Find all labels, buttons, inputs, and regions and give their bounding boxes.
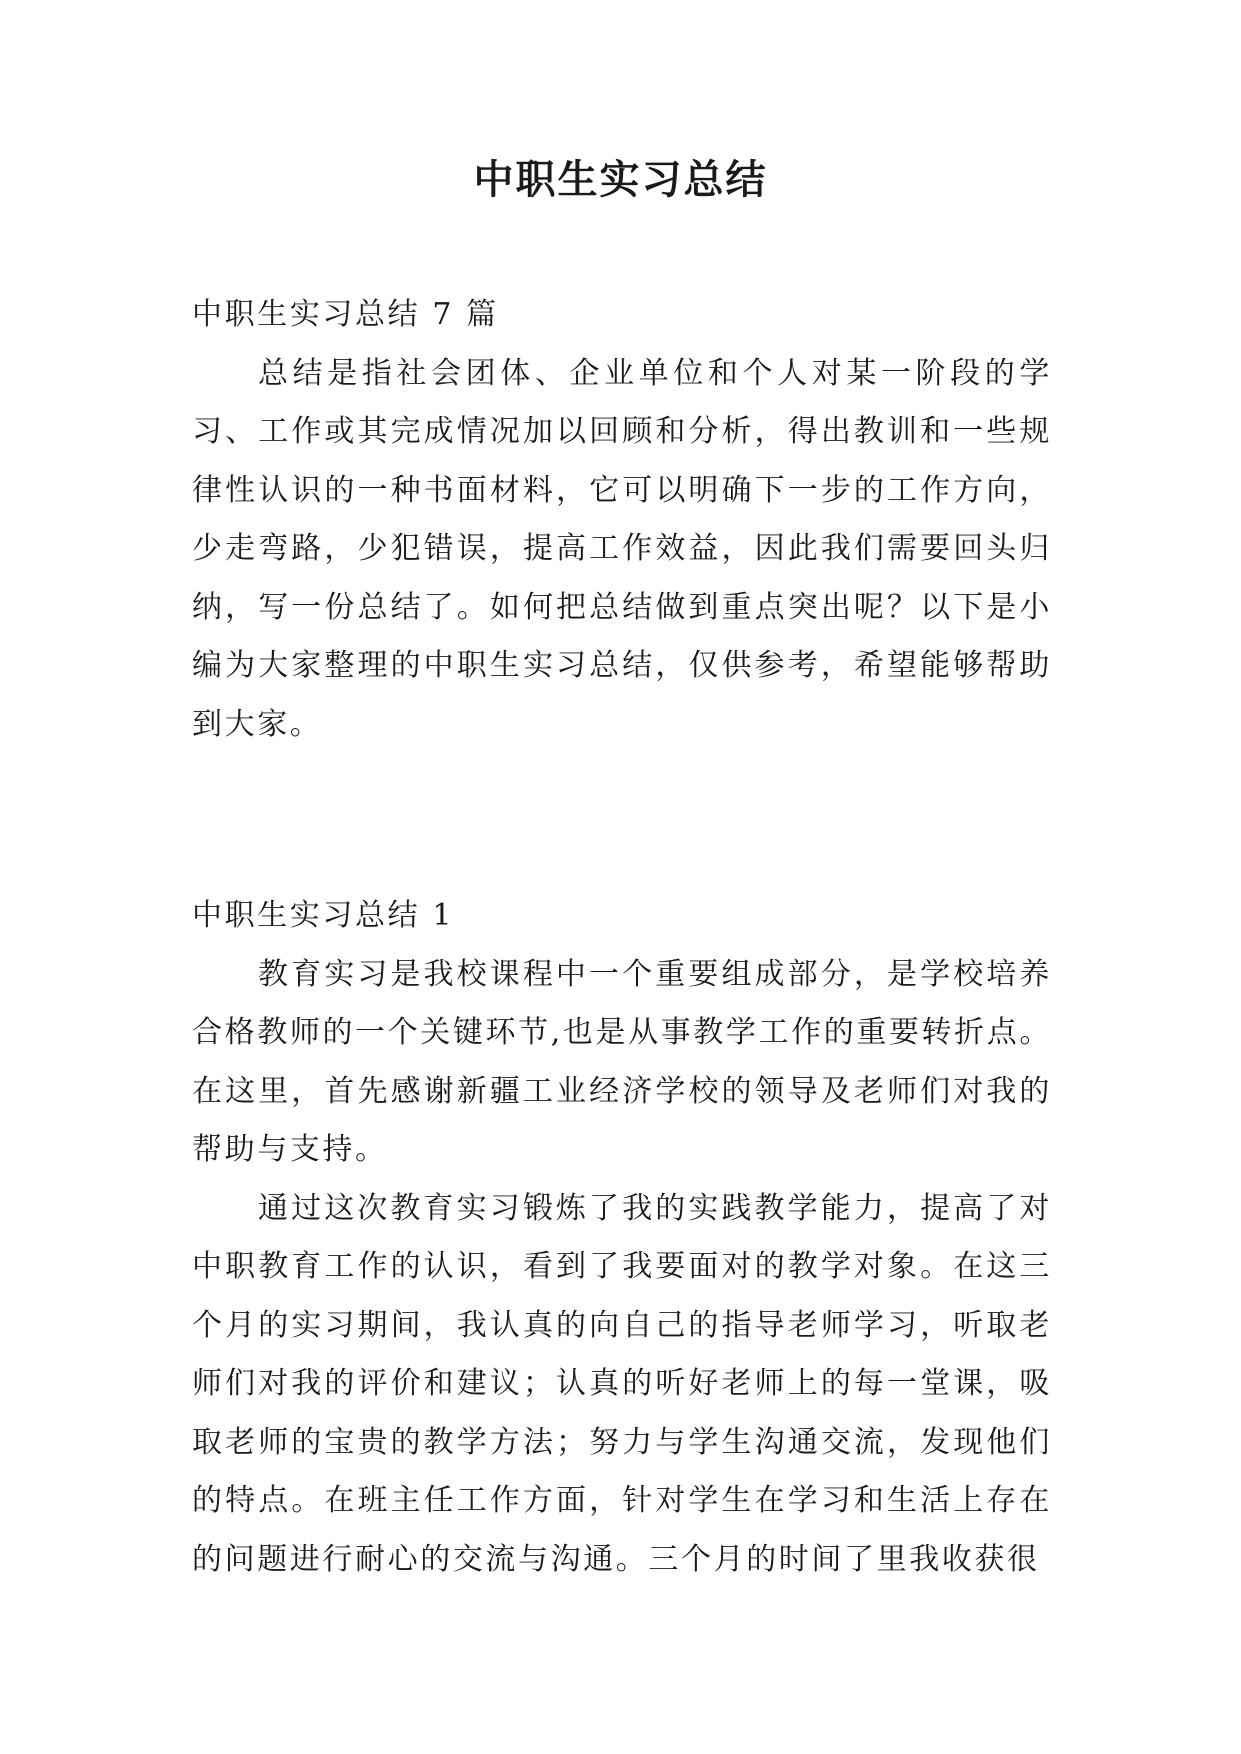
section-1-paragraph: 教育实习是我校课程中一个重要组成部分，是学校培养合格教师的一个关键环节,也是从事教学工作的重要转折点。在这里，首先感谢新疆工业经济学校的领导及老师们对我的帮助与支持。	[192, 956, 1052, 1167]
intro-heading: 中职生实习总结 7 篇	[192, 297, 499, 332]
intro-paragraph: 总结是指社会团体、企业单位和个人对某一阶段的学习、工作或其完成情况加以回顾和分析，得出教训和一些规律性认识的一种书面材料，它可以明确下一步的工作方向，少走弯路，少犯错误，提高工作效益，因此我们需要回头归纳，写一份总结了。如何把总结做到重点突出呢？以下是小编为大家整理的中职生实习总结，仅供参考，希望能够帮助到大家。	[192, 355, 1052, 742]
section-1-paragraph: 通过这次教育实习锻炼了我的实践教学能力，提高了对中职教育工作的认识，看到了我要面对的教学对象。在这三个月的实习期间，我认真的向自己的指导老师学习，听取老师们对我的评价和建议；认真的听好老师上的每一堂课，吸取老师的宝贵的教学方法；努力与学生沟通交流，发现他们的特点。在班主任工作方面，针对学生在学习和生活上存在的问题进行耐心的交流与沟通。三个月的时间了里我收获很	[192, 1190, 1052, 1577]
section-1-heading: 中职生实习总结 1	[192, 898, 455, 933]
document-title: 中职生实习总结	[473, 156, 768, 203]
section-1	[192, 887, 1052, 1589]
intro-section	[192, 286, 1052, 754]
